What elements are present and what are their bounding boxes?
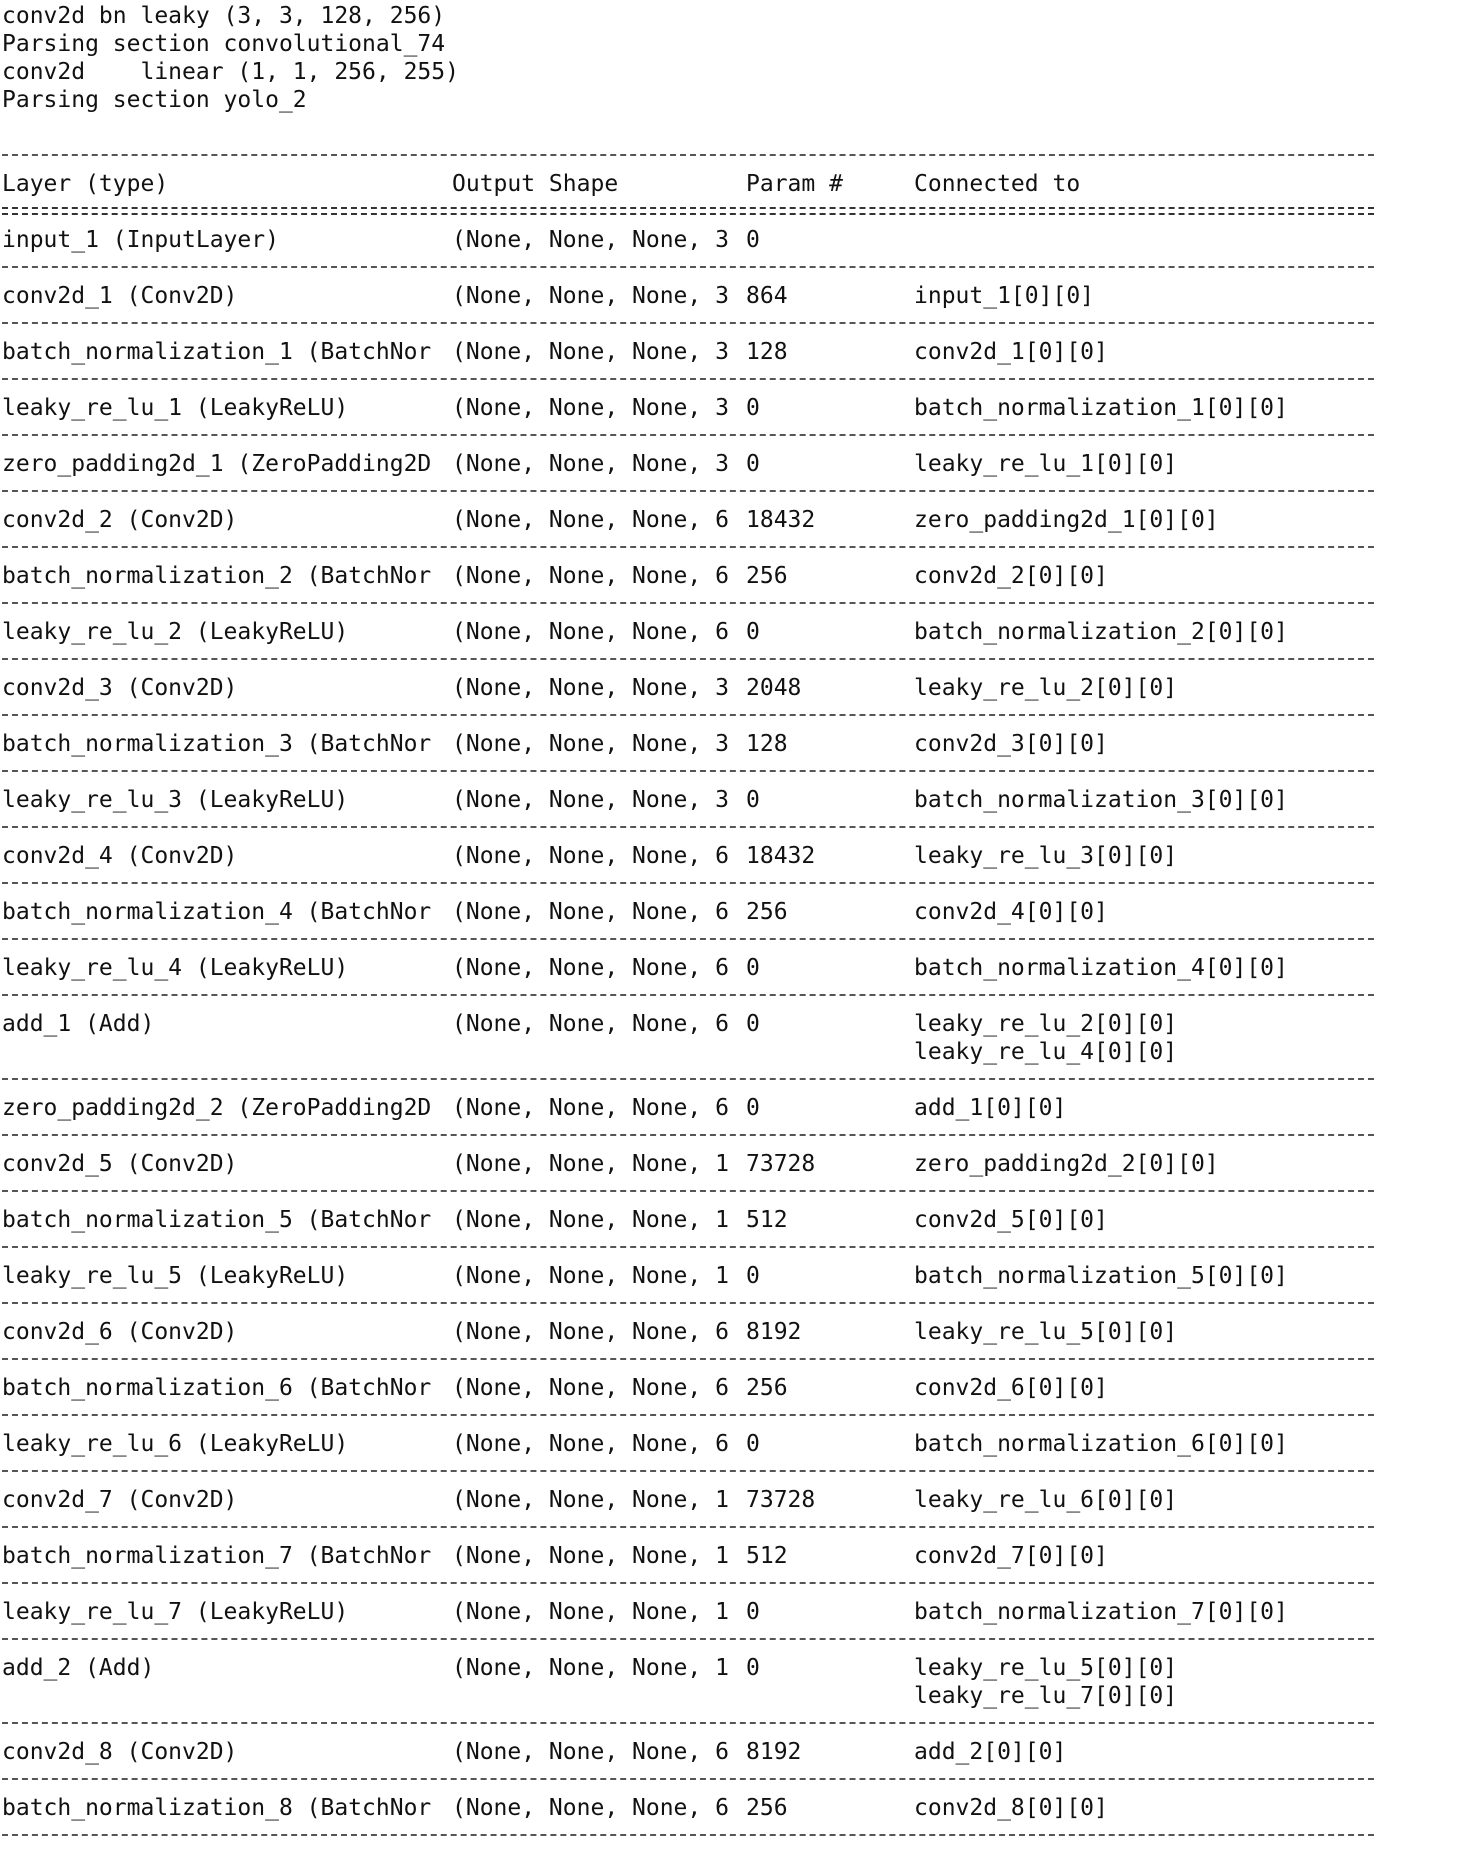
spacer	[2, 114, 1374, 142]
output-shape: (None, None, None, 6	[452, 619, 729, 645]
param-count: 0	[746, 1095, 760, 1121]
table-row	[2, 730, 1374, 758]
connected-to: batch_normalization_4[0][0]	[914, 955, 1288, 981]
connected-to: leaky_re_lu_5[0][0]	[914, 1655, 1178, 1681]
output-shape: (None, None, None, 6	[452, 1431, 729, 1457]
connected-to: leaky_re_lu_7[0][0]	[914, 1683, 1178, 1709]
dashed-divider	[2, 758, 1374, 786]
connected-to: leaky_re_lu_6[0][0]	[914, 1487, 1178, 1513]
output-shape: (None, None, None, 6	[452, 1375, 729, 1401]
table-row	[2, 1318, 1374, 1346]
connected-to: conv2d_8[0][0]	[914, 1795, 1108, 1821]
connected-to: leaky_re_lu_4[0][0]	[914, 1039, 1178, 1065]
dashed-divider	[2, 870, 1374, 898]
dashed-divider	[2, 590, 1374, 618]
output-shape: (None, None, None, 3	[452, 787, 729, 813]
table-row	[2, 1738, 1374, 1766]
output-shape: (None, None, None, 6	[452, 1095, 729, 1121]
table-row	[2, 338, 1374, 366]
layer-name: batch_normalization_8 (BatchNor	[2, 1795, 432, 1821]
dashed-divider	[2, 478, 1374, 506]
param-count: 0	[746, 395, 760, 421]
model-summary-table	[2, 142, 1374, 1850]
dashed-divider	[2, 142, 1374, 170]
connected-to: batch_normalization_3[0][0]	[914, 787, 1288, 813]
connected-to: add_1[0][0]	[914, 1095, 1067, 1121]
dashed-divider	[2, 422, 1374, 450]
connected-to: conv2d_3[0][0]	[914, 731, 1108, 757]
connected-to: leaky_re_lu_5[0][0]	[914, 1319, 1178, 1345]
output-shape: (None, None, None, 6	[452, 1739, 729, 1765]
connected-to: batch_normalization_7[0][0]	[914, 1599, 1288, 1625]
dashed-divider	[2, 1570, 1374, 1598]
table-row-continuation	[2, 1682, 1374, 1710]
output-shape: (None, None, None, 6	[452, 507, 729, 533]
dashed-divider	[2, 926, 1374, 954]
header-output-shape: Output Shape	[452, 171, 619, 197]
table-row	[2, 1094, 1374, 1122]
connected-to: leaky_re_lu_2[0][0]	[914, 1011, 1178, 1037]
layer-name: conv2d_7 (Conv2D)	[2, 1487, 238, 1513]
table-row	[2, 506, 1374, 534]
param-count: 0	[746, 1011, 760, 1037]
table-row	[2, 1430, 1374, 1458]
dashed-divider	[2, 1626, 1374, 1654]
output-shape: (None, None, None, 3	[452, 451, 729, 477]
table-row	[2, 898, 1374, 926]
param-count: 512	[746, 1543, 788, 1569]
double-divider	[2, 198, 1374, 226]
dashed-divider	[2, 1346, 1374, 1374]
output-shape: (None, None, None, 1	[452, 1543, 729, 1569]
connected-to: conv2d_1[0][0]	[914, 339, 1108, 365]
layer-name: leaky_re_lu_7 (LeakyReLU)	[2, 1599, 349, 1625]
output-shape: (None, None, None, 3	[452, 339, 729, 365]
layer-name: leaky_re_lu_4 (LeakyReLU)	[2, 955, 349, 981]
table-row	[2, 1206, 1374, 1234]
param-count: 18432	[746, 843, 816, 869]
connected-to: input_1[0][0]	[914, 283, 1095, 309]
connected-to: batch_normalization_2[0][0]	[914, 619, 1288, 645]
param-count: 0	[746, 787, 760, 813]
param-count: 128	[746, 731, 788, 757]
output-shape: (None, None, None, 1	[452, 1263, 729, 1289]
layer-name: add_2 (Add)	[2, 1655, 155, 1681]
layer-name: batch_normalization_4 (BatchNor	[2, 899, 432, 925]
layer-name: leaky_re_lu_6 (LeakyReLU)	[2, 1431, 349, 1457]
layer-name: conv2d_5 (Conv2D)	[2, 1151, 238, 1177]
table-body	[2, 226, 1374, 1850]
dashed-divider	[2, 1066, 1374, 1094]
layer-name: batch_normalization_1 (BatchNor	[2, 339, 432, 365]
param-count: 73728	[746, 1487, 816, 1513]
layer-name: conv2d_8 (Conv2D)	[2, 1739, 238, 1765]
dashed-divider	[2, 814, 1374, 842]
connected-to: conv2d_7[0][0]	[914, 1543, 1108, 1569]
param-count: 8192	[746, 1739, 802, 1765]
output-shape: (None, None, None, 6	[452, 843, 729, 869]
param-count: 256	[746, 1375, 788, 1401]
table-row	[2, 1598, 1374, 1626]
connected-to: leaky_re_lu_1[0][0]	[914, 451, 1178, 477]
dashed-divider	[2, 1458, 1374, 1486]
output-shape: (None, None, None, 3	[452, 227, 729, 253]
layer-name: batch_normalization_3 (BatchNor	[2, 731, 432, 757]
layer-name: batch_normalization_6 (BatchNor	[2, 1375, 432, 1401]
dashed-divider	[2, 1290, 1374, 1318]
layer-name: zero_padding2d_1 (ZeroPadding2D	[2, 451, 432, 477]
layer-name: leaky_re_lu_3 (LeakyReLU)	[2, 787, 349, 813]
layer-name: conv2d_2 (Conv2D)	[2, 507, 238, 533]
header-param: Param #	[746, 171, 843, 197]
layer-name: add_1 (Add)	[2, 1011, 155, 1037]
layer-name: input_1 (InputLayer)	[2, 227, 279, 253]
connected-to: leaky_re_lu_2[0][0]	[914, 675, 1178, 701]
layer-name: leaky_re_lu_2 (LeakyReLU)	[2, 619, 349, 645]
dashed-divider	[2, 1514, 1374, 1542]
param-count: 0	[746, 451, 760, 477]
layer-name: leaky_re_lu_5 (LeakyReLU)	[2, 1263, 349, 1289]
param-count: 0	[746, 227, 760, 253]
table-row-continuation	[2, 1038, 1374, 1066]
table-row	[2, 842, 1374, 870]
layer-name: leaky_re_lu_1 (LeakyReLU)	[2, 395, 349, 421]
table-row	[2, 282, 1374, 310]
connected-to: conv2d_5[0][0]	[914, 1207, 1108, 1233]
output-shape: (None, None, None, 1	[452, 1151, 729, 1177]
output-shape: (None, None, None, 6	[452, 1011, 729, 1037]
layer-name: conv2d_6 (Conv2D)	[2, 1319, 238, 1345]
dashed-divider	[2, 1710, 1374, 1738]
table-row	[2, 226, 1374, 254]
layer-name: batch_normalization_2 (BatchNor	[2, 563, 432, 589]
dashed-divider	[2, 1402, 1374, 1430]
dashed-divider	[2, 702, 1374, 730]
dashed-divider	[2, 1122, 1374, 1150]
output-shape: (None, None, None, 1	[452, 1487, 729, 1513]
table-row	[2, 618, 1374, 646]
output-shape: (None, None, None, 6	[452, 563, 729, 589]
output-shape: (None, None, None, 3	[452, 675, 729, 701]
table-row	[2, 562, 1374, 590]
dashed-divider	[2, 254, 1374, 282]
table-row	[2, 1262, 1374, 1290]
param-count: 0	[746, 1263, 760, 1289]
dashed-divider	[2, 1234, 1374, 1262]
layer-name: conv2d_1 (Conv2D)	[2, 283, 238, 309]
param-count: 0	[746, 955, 760, 981]
output-shape: (None, None, None, 6	[452, 955, 729, 981]
param-count: 128	[746, 339, 788, 365]
output-shape: (None, None, None, 1	[452, 1655, 729, 1681]
param-count: 256	[746, 563, 788, 589]
param-count: 73728	[746, 1151, 816, 1177]
output-shape: (None, None, None, 3	[452, 283, 729, 309]
dashed-divider	[2, 1178, 1374, 1206]
connected-to: conv2d_2[0][0]	[914, 563, 1108, 589]
param-count: 8192	[746, 1319, 802, 1345]
output-shape: (None, None, None, 3	[452, 395, 729, 421]
param-count: 256	[746, 1795, 788, 1821]
log-line: Parsing section convolutional_74	[2, 31, 446, 57]
layer-name: conv2d_4 (Conv2D)	[2, 843, 238, 869]
connected-to: leaky_re_lu_3[0][0]	[914, 843, 1178, 869]
param-count: 0	[746, 1599, 760, 1625]
output-shape: (None, None, None, 6	[452, 1319, 729, 1345]
log-line: Parsing section yolo_2	[2, 87, 307, 113]
output-shape: (None, None, None, 1	[452, 1599, 729, 1625]
header-layer: Layer (type)	[2, 171, 169, 197]
dashed-divider	[2, 366, 1374, 394]
table-row	[2, 786, 1374, 814]
dashed-divider	[2, 310, 1374, 338]
connected-to: batch_normalization_6[0][0]	[914, 1431, 1288, 1457]
dashed-divider	[2, 646, 1374, 674]
table-row	[2, 1010, 1374, 1038]
param-count: 256	[746, 899, 788, 925]
connected-to: add_2[0][0]	[914, 1739, 1067, 1765]
param-count: 0	[746, 619, 760, 645]
dashed-divider	[2, 1822, 1374, 1850]
dashed-divider	[2, 534, 1374, 562]
table-row	[2, 1486, 1374, 1514]
layer-name: conv2d_3 (Conv2D)	[2, 675, 238, 701]
table-row	[2, 674, 1374, 702]
table-row	[2, 1654, 1374, 1682]
output-shape: (None, None, None, 1	[452, 1207, 729, 1233]
connected-to: conv2d_6[0][0]	[914, 1375, 1108, 1401]
table-row	[2, 394, 1374, 422]
connected-to: conv2d_4[0][0]	[914, 899, 1108, 925]
output-shape: (None, None, None, 6	[452, 899, 729, 925]
table-row	[2, 450, 1374, 478]
connected-to: zero_padding2d_2[0][0]	[914, 1151, 1219, 1177]
log-line: conv2d linear (1, 1, 256, 255)	[2, 59, 459, 85]
param-count: 0	[746, 1655, 760, 1681]
output-shape: (None, None, None, 3	[452, 731, 729, 757]
table-row	[2, 1542, 1374, 1570]
table-row	[2, 1794, 1374, 1822]
table-row	[2, 954, 1374, 982]
dashed-divider	[2, 982, 1374, 1010]
param-count: 2048	[746, 675, 802, 701]
header-connected-to: Connected to	[914, 171, 1081, 197]
dashed-divider	[2, 1766, 1374, 1794]
log-line: conv2d bn leaky (3, 3, 128, 256)	[2, 3, 446, 29]
terminal-output	[2, 2, 1374, 1850]
param-count: 0	[746, 1431, 760, 1457]
table-header	[2, 170, 1374, 198]
table-row	[2, 1150, 1374, 1178]
layer-name: batch_normalization_7 (BatchNor	[2, 1543, 432, 1569]
layer-name: zero_padding2d_2 (ZeroPadding2D	[2, 1095, 432, 1121]
param-count: 864	[746, 283, 788, 309]
param-count: 512	[746, 1207, 788, 1233]
output-shape: (None, None, None, 6	[452, 1795, 729, 1821]
layer-name: batch_normalization_5 (BatchNor	[2, 1207, 432, 1233]
table-row	[2, 1374, 1374, 1402]
param-count: 18432	[746, 507, 816, 533]
connected-to: zero_padding2d_1[0][0]	[914, 507, 1219, 533]
connected-to: batch_normalization_1[0][0]	[914, 395, 1288, 421]
connected-to: batch_normalization_5[0][0]	[914, 1263, 1288, 1289]
